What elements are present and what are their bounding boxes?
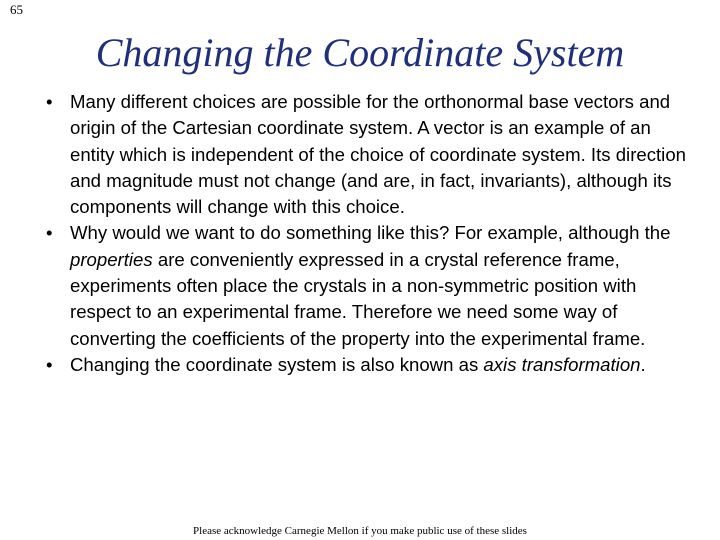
- bullet-list: [40, 89, 700, 378]
- bullet-2-segment-1: Why would we want to do something like this? For example, although the: [70, 222, 671, 244]
- bullet-text-1: [70, 91, 686, 217]
- bullet-2-segment-3: are conveniently expressed in a crystal reference frame, experiments often place the crystals in a non-symmetric position with respect to an experimental frame. Therefore we need some way of converting the coefficients of the property into the experimental frame.: [70, 248, 646, 349]
- bullet-text-2: [70, 222, 670, 348]
- bullet-item-1: [40, 89, 700, 220]
- bullet-2-emphasis-properties: properties: [70, 248, 153, 270]
- bullet-3-segment-3: .: [640, 353, 646, 375]
- bullet-1-segment-1: Many different choices are possible for the orthonormal base vectors and origin of the Cartesian coordinate system. A vector is an example of an entity which is independent of the choice of coordinate system. Its direction and magnitude must not change (and are, in fact, invariants), although its components will change with this choice.: [70, 91, 686, 218]
- bullet-item-3: [40, 352, 700, 378]
- bullet-text-3: [70, 354, 646, 375]
- slide-title: Changing the Coordinate System: [95, 30, 625, 75]
- bullet-3-emphasis-axis-transformation: axis transformation: [483, 353, 641, 375]
- bullet-dot: •: [46, 222, 53, 244]
- bullet-item-2: [40, 220, 700, 351]
- bullet-3-segment-1: Changing the coordinate system is also known as: [70, 353, 484, 375]
- bullet-dot: •: [46, 91, 53, 112]
- bullet-dot: •: [46, 353, 53, 375]
- slide-number: 65: [10, 2, 23, 17]
- footer-acknowledgement: Please acknowledge Carnegie Mellon if you make public use of these slides: [193, 525, 527, 537]
